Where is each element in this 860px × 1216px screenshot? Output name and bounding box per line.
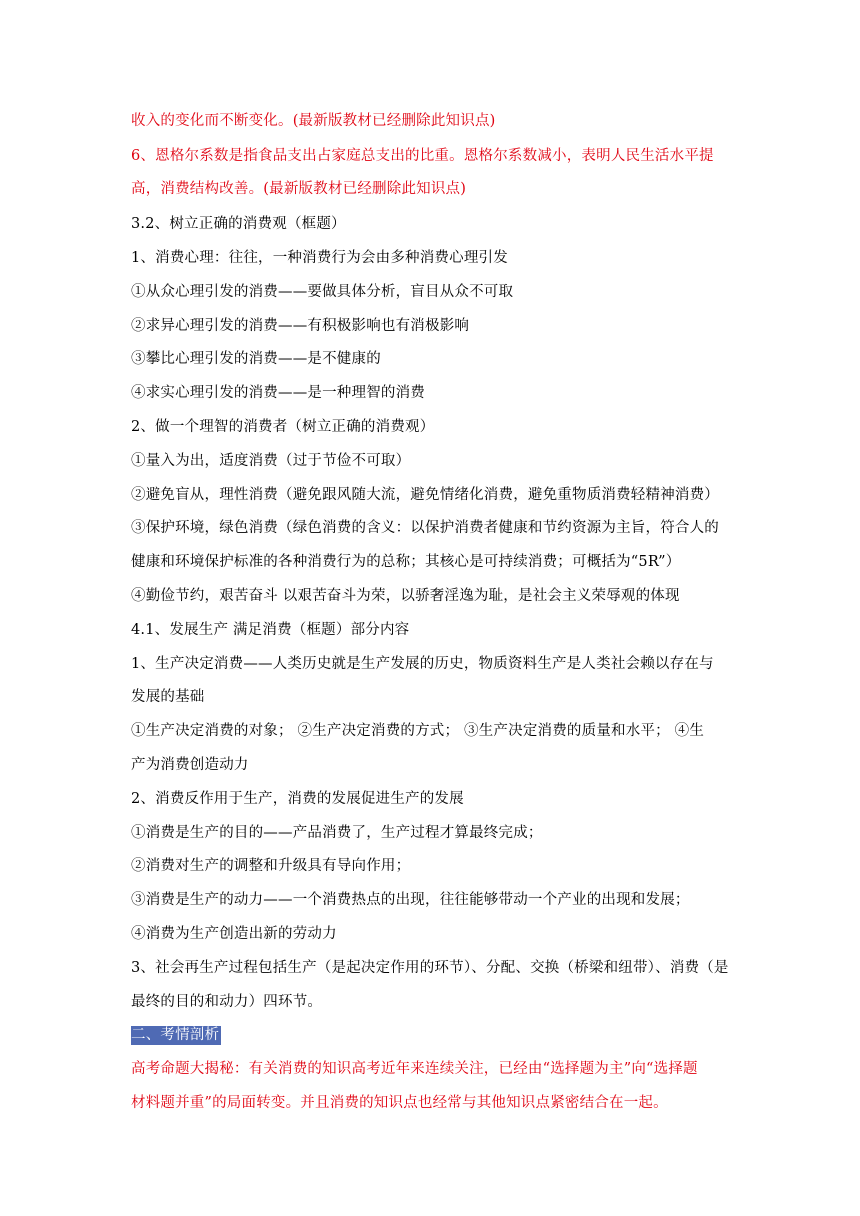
text-line-15: ④勤俭节约，艰苦奋斗 以艰苦奋斗为荣，以骄奢淫逸为耻，是社会主义荣辱观的体现	[131, 588, 680, 604]
text-line-24: ③消费是生产的动力——一个消费热点的出现，往往能够带动一个产业的出现和发展；	[131, 892, 690, 908]
highlighted-heading: 二、考情剖析	[131, 1027, 220, 1043]
text-line-30: 材料题并重”的局面转变。并且消费的知识点也经常与其他知识点紧密结合在一起。	[131, 1095, 668, 1111]
text-line-14: 健康和环境保护标准的各种消费行为的总称；其核心是可持续消费；可概括为“5R”）	[131, 554, 681, 570]
text-line-22: ①消费是生产的目的——产品消费了，生产过程才算最终完成；	[131, 825, 543, 841]
text-line-5: 1、消费心理：往往，一种消费行为会由多种消费心理引发	[131, 250, 508, 266]
text-line-27: 最终的目的和动力）四环节。	[131, 994, 323, 1010]
text-line-19: ①生产决定消费的对象； ②生产决定消费的方式； ③生产决定消费的质量和水平； ④生	[131, 723, 705, 739]
text-line-17: 1、生产决定消费——人类历史就是生产发展的历史，物质资料生产是人类社会赖以存在与	[131, 656, 714, 672]
text-line-6: ①从众心理引发的消费——要做具体分析，盲目从众不可取	[131, 284, 514, 300]
text-line-21: 2、消费反作用于生产，消费的发展促进生产的发展	[131, 791, 464, 807]
text-line-25: ④消费为生产创造出新的劳动力	[131, 926, 337, 942]
text-line-3: 高，消费结构改善。(最新版教材已经删除此知识点)	[131, 181, 467, 197]
text-line-26: 3、社会再生产过程包括生产（是起决定作用的环节）、分配、交换（桥梁和纽带）、消费（是	[131, 960, 729, 976]
text-line-11: ①量入为出，适度消费（过于节俭不可取）	[131, 453, 411, 469]
section-heading-3-2: 3.2、树立正确的消费观（框题）	[131, 216, 346, 232]
text-line-2: 6、恩格尔系数是指食品支出占家庭总支出的比重。恩格尔系数减小，表明人民生活水平提	[131, 148, 714, 164]
text-line-29: 高考命题大揭秘：有关消费的知识高考近年来连续关注，已经由“选择题为主”向“选择题	[131, 1061, 698, 1077]
text-line-23: ②消费对生产的调整和升级具有导向作用；	[131, 858, 411, 874]
text-line-18: 发展的基础	[131, 689, 205, 705]
text-line-12: ②避免盲从，理性消费（避免跟风随大流，避免情绪化消费，避免重物质消费轻精神消费）	[131, 487, 719, 503]
text-line-13: ③保护环境，绿色消费（绿色消费的含义：以保护消费者健康和节约资源为主旨，符合人的	[131, 520, 719, 536]
text-line-20: 产为消费创造动力	[131, 757, 249, 773]
section-heading-exam-analysis	[131, 1026, 221, 1044]
text-line-7: ②求异心理引发的消费——有积极影响也有消极影响	[131, 318, 470, 334]
section-heading-4-1: 4.1、发展生产 满足消费（框题）部分内容	[131, 622, 410, 638]
text-line-8: ③攀比心理引发的消费——是不健康的	[131, 351, 381, 367]
text-line-1: 收入的变化而不断变化。(最新版教材已经删除此知识点)	[131, 113, 496, 129]
text-line-9: ④求实心理引发的消费——是一种理智的消费	[131, 385, 425, 401]
text-line-10: 2、做一个理智的消费者（树立正确的消费观）	[131, 419, 435, 435]
